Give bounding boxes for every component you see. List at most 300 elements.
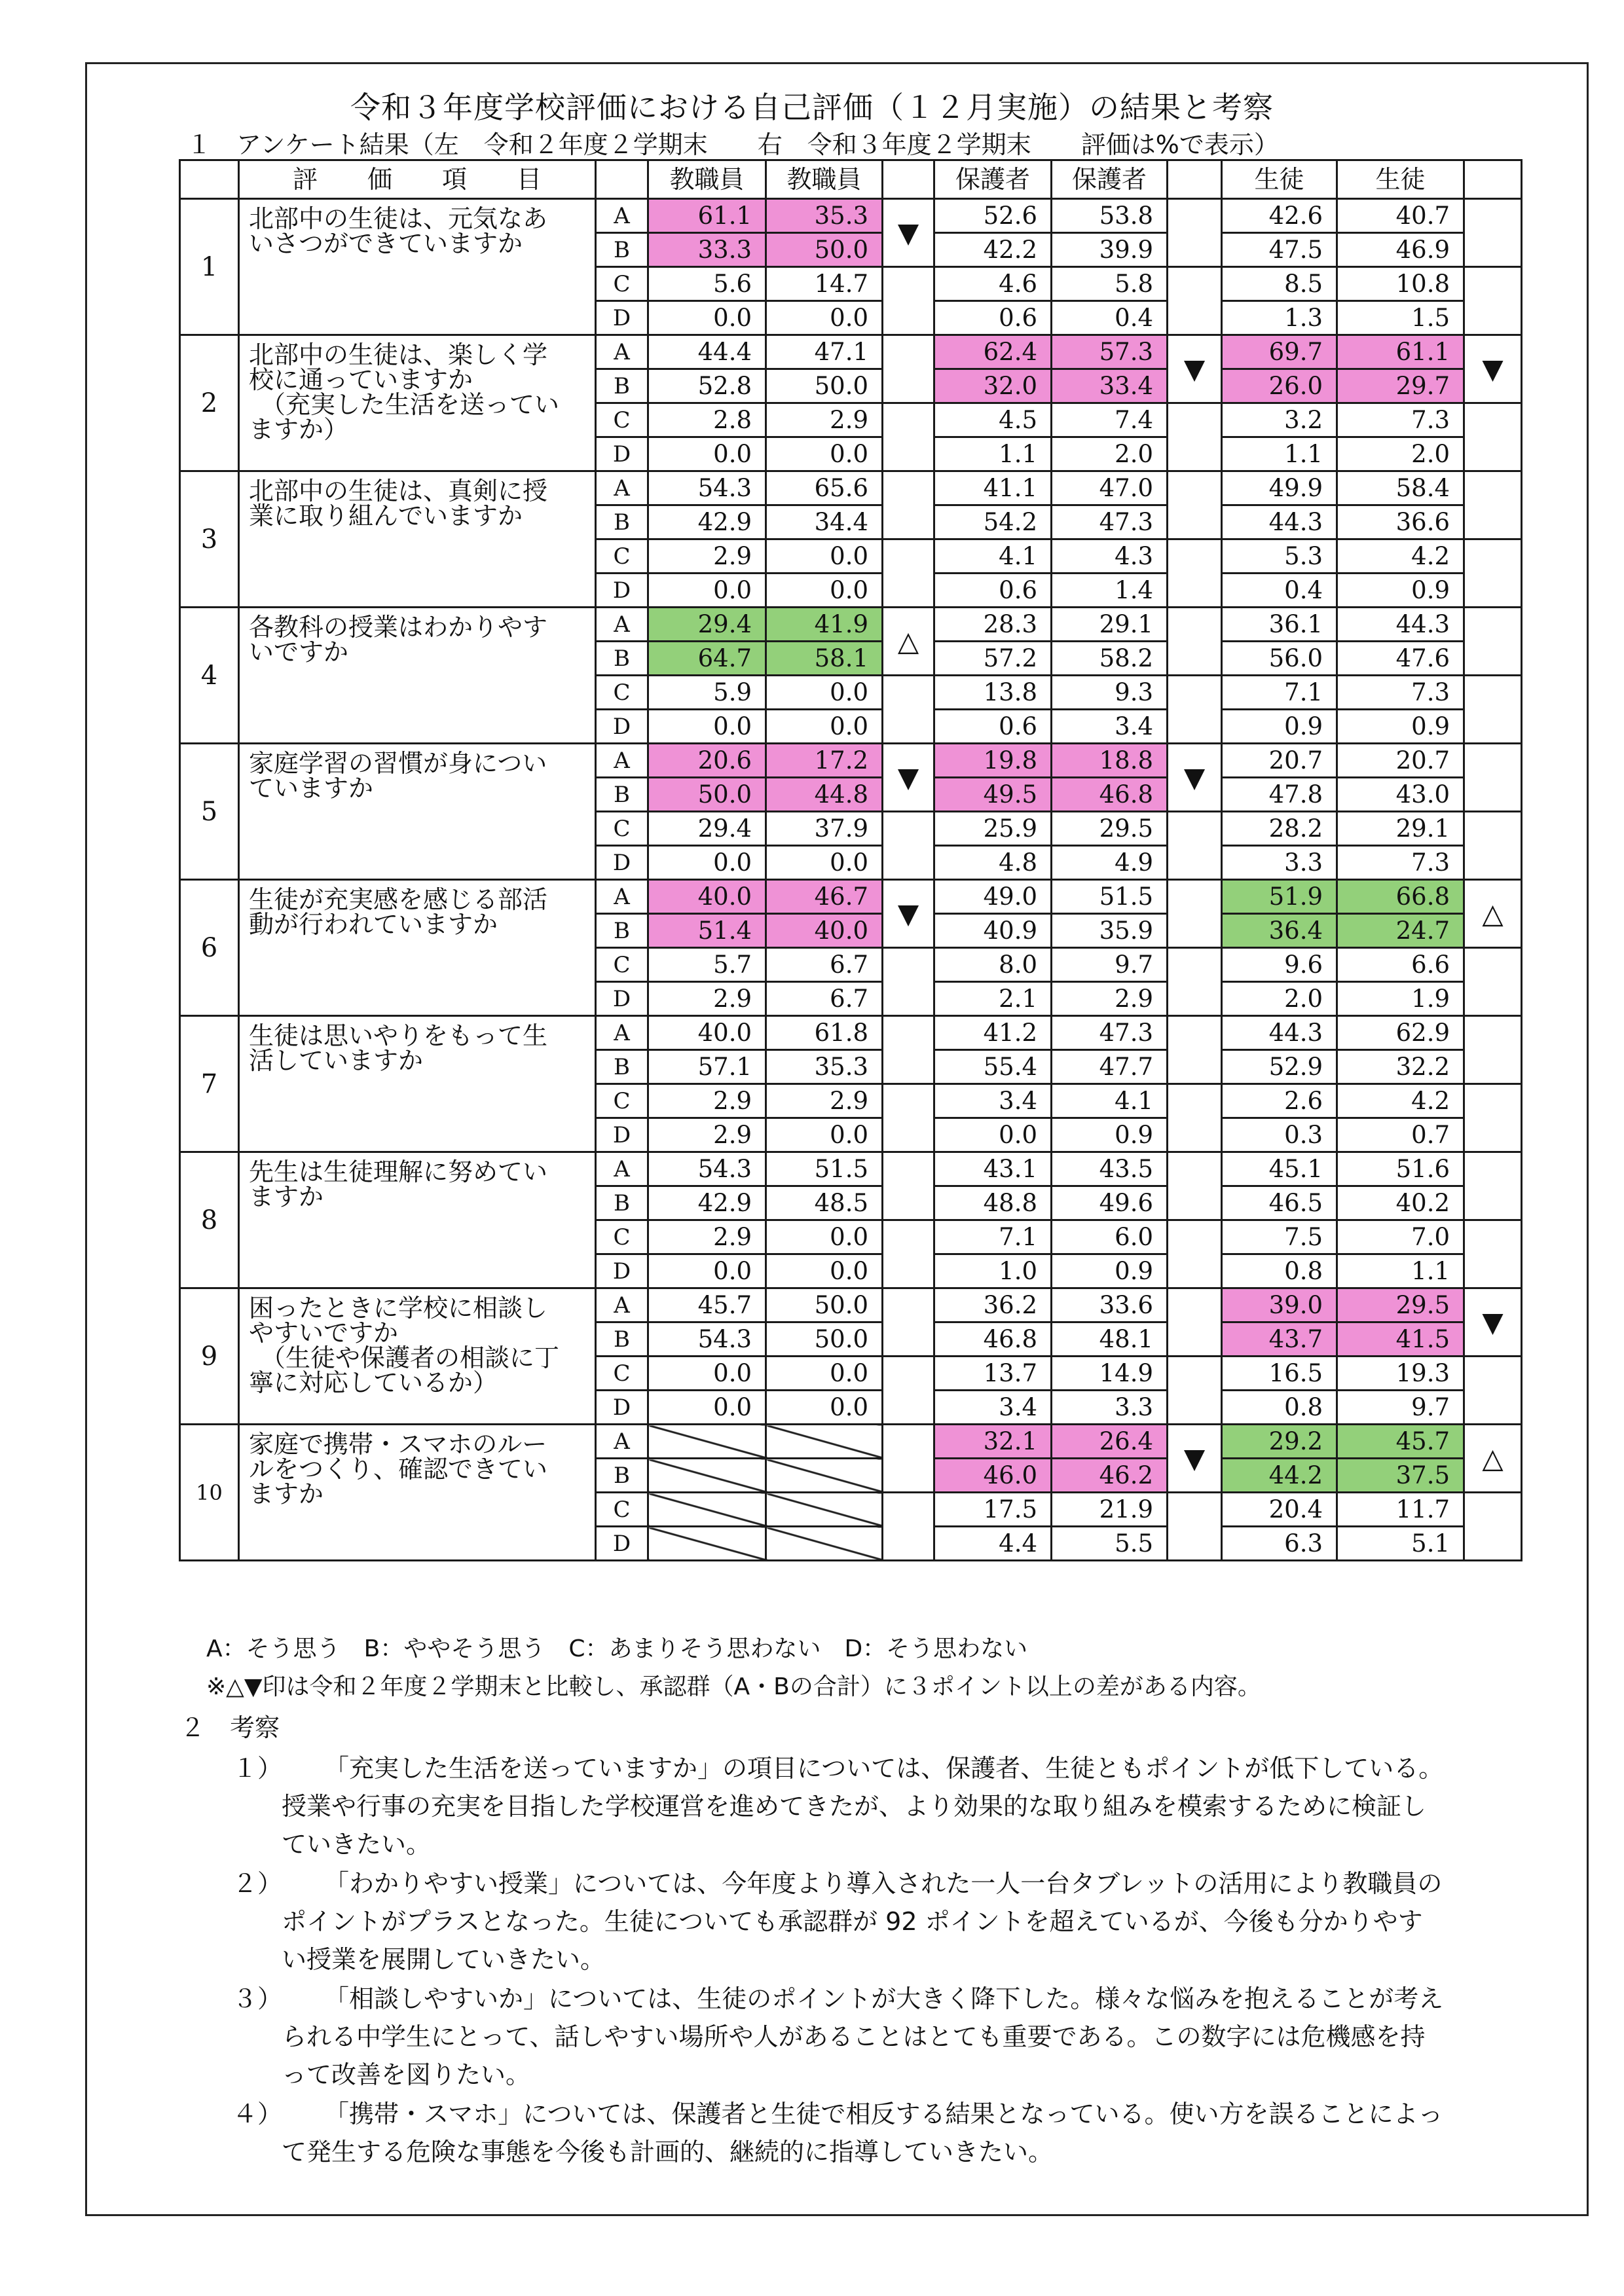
option-label: D — [596, 1391, 648, 1425]
students-prev-value: 9.6 — [1222, 948, 1337, 982]
question-line: 寧に対応しているか） — [249, 1368, 498, 1397]
parents-curr-value: 47.3 — [1052, 1016, 1168, 1050]
students-curr-value: 41.5 — [1337, 1322, 1464, 1357]
table-row — [180, 1152, 1522, 1186]
students-curr-value: 29.7 — [1337, 369, 1464, 403]
students-mark-blank — [1464, 812, 1522, 880]
parents-mark-blank — [1168, 812, 1222, 880]
staff-mark-blank — [883, 1084, 934, 1152]
staff-curr-value: 6.7 — [766, 948, 883, 982]
discussion-paragraph — [232, 1980, 1522, 2094]
discussion-paragraph — [232, 1749, 1522, 1863]
parents-prev-value: 4.1 — [934, 539, 1052, 574]
students-curr-value: 61.1 — [1337, 335, 1464, 369]
students-prev-value: 47.5 — [1222, 233, 1337, 267]
parents-curr-value: 46.8 — [1052, 778, 1168, 812]
students-prev-value: 1.1 — [1222, 437, 1337, 471]
table-row — [180, 1016, 1522, 1050]
staff-mark-cell — [883, 1152, 934, 1220]
students-prev-value: 45.1 — [1222, 1152, 1337, 1186]
item-number: 3 — [180, 471, 239, 608]
option-label: B — [596, 914, 648, 948]
parents-mark-blank — [1168, 403, 1222, 471]
staff-prev-value: 0.0 — [648, 1254, 766, 1288]
item-number: 5 — [180, 744, 239, 880]
paragraph-number: ３） — [232, 1984, 283, 2013]
option-label: D — [596, 846, 648, 880]
question-line: ますか — [249, 1182, 324, 1211]
parents-curr-value: 57.3 — [1052, 335, 1168, 369]
option-label: C — [596, 539, 648, 574]
option-label: B — [596, 505, 648, 539]
students-prev-value: 42.6 — [1222, 199, 1337, 233]
staff-mark-cell — [883, 471, 934, 539]
question-line: 困ったときに学校に相談し — [249, 1294, 548, 1322]
students-prev-value: 2.0 — [1222, 982, 1337, 1016]
header-students-prev: 生徒 — [1222, 160, 1337, 199]
students-prev-value: 0.3 — [1222, 1118, 1337, 1152]
staff-mark-cell — [883, 1288, 934, 1357]
parents-prev-value: 36.2 — [934, 1288, 1052, 1322]
students-curr-value: 19.3 — [1337, 1357, 1464, 1391]
staff-curr-value: 41.9 — [766, 608, 883, 642]
page-title: 令和３年度学校評価における自己評価（１２月実施）の結果と考察 — [350, 90, 1274, 125]
item-question — [239, 471, 596, 608]
students-prev-value: 46.5 — [1222, 1186, 1337, 1220]
staff-curr-value: 51.5 — [766, 1152, 883, 1186]
table-row — [180, 199, 1522, 233]
question-line: 業に取り組んでいますか — [249, 501, 523, 530]
paragraph-line: ていきたい。 — [282, 1830, 432, 1859]
item-number: 4 — [180, 608, 239, 744]
staff-curr-value: 0.0 — [766, 301, 883, 335]
parents-prev-value: 13.7 — [934, 1357, 1052, 1391]
staff-curr-value: 17.2 — [766, 744, 883, 778]
students-mark-cell — [1464, 1016, 1522, 1084]
students-curr-value: 32.2 — [1337, 1050, 1464, 1084]
students-mark-cell — [1464, 199, 1522, 267]
question-line: いですか — [249, 638, 349, 666]
students-curr-value: 44.3 — [1337, 608, 1464, 642]
parents-mark-cell — [1168, 1288, 1222, 1357]
parents-prev-value: 32.1 — [934, 1425, 1052, 1459]
staff-mark-cell — [883, 335, 934, 403]
staff-prev-value: 54.3 — [648, 1152, 766, 1186]
staff-na-cell — [648, 1493, 766, 1527]
question-line: やすいですか — [249, 1319, 399, 1347]
students-prev-value: 6.3 — [1222, 1527, 1337, 1561]
students-prev-value: 36.4 — [1222, 914, 1337, 948]
students-curr-value: 7.3 — [1337, 676, 1464, 710]
option-label: A — [596, 1016, 648, 1050]
parents-prev-value: 32.0 — [934, 369, 1052, 403]
students-curr-value: 47.6 — [1337, 642, 1464, 676]
staff-curr-value: 65.6 — [766, 471, 883, 505]
footnote: ※△▼印は令和２年度２学期末と比較し、承認群（A・Bの合計）に３ポイント以上の差がある内容。 — [206, 1673, 1261, 1700]
parents-mark-cell — [1168, 471, 1222, 539]
staff-mark-blank — [883, 812, 934, 880]
parents-prev-value: 0.6 — [934, 574, 1052, 608]
staff-curr-value: 0.0 — [766, 846, 883, 880]
header-item: 評 価 項 目 — [239, 160, 596, 199]
header-parents-curr: 保護者 — [1052, 160, 1168, 199]
question-line: 生徒が充実感を感じる部活 — [249, 885, 548, 914]
decline-triangle-icon: ▼ — [883, 199, 934, 267]
students-prev-value: 36.1 — [1222, 608, 1337, 642]
students-curr-value: 62.9 — [1337, 1016, 1464, 1050]
option-label: D — [596, 574, 648, 608]
students-curr-value: 1.5 — [1337, 301, 1464, 335]
option-label: D — [596, 437, 648, 471]
header-blank — [883, 160, 934, 199]
item-question — [239, 1425, 596, 1561]
item-number: 6 — [180, 880, 239, 1016]
option-label: C — [596, 1357, 648, 1391]
students-curr-value: 0.9 — [1337, 574, 1464, 608]
staff-curr-value: 46.7 — [766, 880, 883, 914]
staff-prev-value: 2.8 — [648, 403, 766, 437]
parents-prev-value: 40.9 — [934, 914, 1052, 948]
question-line: 北部中の生徒は、真剣に授 — [249, 477, 548, 505]
decline-triangle-icon: ▼ — [1168, 744, 1222, 812]
students-curr-value: 40.2 — [1337, 1186, 1464, 1220]
students-curr-value: 45.7 — [1337, 1425, 1464, 1459]
students-prev-value: 51.9 — [1222, 880, 1337, 914]
students-mark-blank — [1464, 1220, 1522, 1288]
parents-curr-value: 9.3 — [1052, 676, 1168, 710]
students-curr-value: 1.1 — [1337, 1254, 1464, 1288]
paragraph-line: 「わかりやすい授業」については、今年度より導入された一人一台タブレットの活用により教職員の — [324, 1869, 1443, 1898]
option-label: D — [596, 301, 648, 335]
students-mark-blank — [1464, 1493, 1522, 1561]
parents-prev-value: 41.2 — [934, 1016, 1052, 1050]
paragraph-number: ２） — [232, 1869, 283, 1898]
staff-prev-value: 2.9 — [648, 982, 766, 1016]
staff-prev-value: 20.6 — [648, 744, 766, 778]
students-mark-blank — [1464, 948, 1522, 1016]
question-line: ていますか — [249, 774, 374, 803]
parents-prev-value: 1.1 — [934, 437, 1052, 471]
parents-curr-value: 43.5 — [1052, 1152, 1168, 1186]
students-mark-cell — [1464, 471, 1522, 539]
students-curr-value: 46.9 — [1337, 233, 1464, 267]
staff-curr-value: 0.0 — [766, 1391, 883, 1425]
students-mark-blank — [1464, 676, 1522, 744]
option-label: C — [596, 1084, 648, 1118]
header-blank — [596, 160, 648, 199]
table-row — [180, 335, 1522, 369]
parents-curr-value: 14.9 — [1052, 1357, 1168, 1391]
option-label: C — [596, 948, 648, 982]
staff-na-cell — [648, 1425, 766, 1459]
header-blank — [180, 160, 239, 199]
parents-prev-value: 3.4 — [934, 1391, 1052, 1425]
staff-curr-value: 50.0 — [766, 233, 883, 267]
option-label: B — [596, 1186, 648, 1220]
parents-mark-blank — [1168, 676, 1222, 744]
item-question — [239, 1152, 596, 1288]
option-label: B — [596, 369, 648, 403]
students-prev-value: 0.9 — [1222, 710, 1337, 744]
table-header-row — [180, 160, 1522, 199]
option-label: A — [596, 1288, 648, 1322]
option-label: A — [596, 471, 648, 505]
parents-prev-value: 4.8 — [934, 846, 1052, 880]
parents-prev-value: 0.6 — [934, 301, 1052, 335]
staff-curr-value: 0.0 — [766, 574, 883, 608]
option-label: C — [596, 676, 648, 710]
parents-curr-value: 47.0 — [1052, 471, 1168, 505]
students-prev-value: 0.8 — [1222, 1254, 1337, 1288]
parents-curr-value: 9.7 — [1052, 948, 1168, 982]
decline-triangle-icon: ▼ — [1464, 335, 1522, 403]
decline-triangle-icon: ▼ — [883, 744, 934, 812]
item-question — [239, 880, 596, 1016]
staff-mark-blank — [883, 1357, 934, 1425]
parents-mark-blank — [1168, 1084, 1222, 1152]
parents-curr-value: 0.4 — [1052, 301, 1168, 335]
staff-prev-value: 29.4 — [648, 812, 766, 846]
students-prev-value: 3.2 — [1222, 403, 1337, 437]
parents-curr-value: 5.8 — [1052, 267, 1168, 301]
paragraph-line: い授業を展開していきたい。 — [282, 1945, 606, 1974]
parents-prev-value: 0.0 — [934, 1118, 1052, 1152]
section2-heading: ２ 考察 — [180, 1713, 280, 1742]
option-label: D — [596, 1254, 648, 1288]
staff-mark-blank — [883, 948, 934, 1016]
option-label: B — [596, 1459, 648, 1493]
question-line: 北部中の生徒は、楽しく学 — [249, 340, 548, 369]
option-label: C — [596, 267, 648, 301]
parents-curr-value: 3.3 — [1052, 1391, 1168, 1425]
option-label: A — [596, 880, 648, 914]
question-line: 動が行われていますか — [249, 910, 498, 939]
parents-curr-value: 5.5 — [1052, 1527, 1168, 1561]
parents-curr-value: 33.4 — [1052, 369, 1168, 403]
parents-mark-blank — [1168, 1357, 1222, 1425]
parents-prev-value: 62.4 — [934, 335, 1052, 369]
parents-prev-value: 41.1 — [934, 471, 1052, 505]
table-row — [180, 744, 1522, 778]
students-curr-value: 24.7 — [1337, 914, 1464, 948]
parents-mark-blank — [1168, 1220, 1222, 1288]
staff-prev-value: 2.9 — [648, 1084, 766, 1118]
staff-mark-blank — [883, 1493, 934, 1561]
parents-prev-value: 4.6 — [934, 267, 1052, 301]
parents-curr-value: 18.8 — [1052, 744, 1168, 778]
parents-curr-value: 6.0 — [1052, 1220, 1168, 1254]
question-line: 家庭学習の習慣が身につい — [249, 749, 547, 778]
parents-prev-value: 4.4 — [934, 1527, 1052, 1561]
parents-prev-value: 13.8 — [934, 676, 1052, 710]
students-prev-value: 44.3 — [1222, 1016, 1337, 1050]
parents-prev-value: 46.0 — [934, 1459, 1052, 1493]
students-prev-value: 29.2 — [1222, 1425, 1337, 1459]
students-curr-value: 40.7 — [1337, 199, 1464, 233]
staff-prev-value: 5.9 — [648, 676, 766, 710]
staff-na-cell — [648, 1527, 766, 1561]
staff-mark-cell — [883, 1016, 934, 1084]
students-curr-value: 9.7 — [1337, 1391, 1464, 1425]
students-prev-value: 5.3 — [1222, 539, 1337, 574]
paragraph-line: 授業や行事の充実を目指した学校運営を進めてきたが、より効果的な取り組みを模索するために検証し — [282, 1792, 1427, 1821]
students-prev-value: 28.2 — [1222, 812, 1337, 846]
parents-prev-value: 48.8 — [934, 1186, 1052, 1220]
table-row — [180, 608, 1522, 642]
parents-mark-cell — [1168, 880, 1222, 948]
staff-prev-value: 54.3 — [648, 471, 766, 505]
parents-prev-value: 46.8 — [934, 1322, 1052, 1357]
parents-curr-value: 35.9 — [1052, 914, 1168, 948]
table-row — [180, 1288, 1522, 1322]
students-mark-blank — [1464, 1357, 1522, 1425]
staff-na-cell — [648, 1459, 766, 1493]
students-curr-value: 5.1 — [1337, 1527, 1464, 1561]
staff-curr-value: 50.0 — [766, 369, 883, 403]
students-prev-value: 2.6 — [1222, 1084, 1337, 1118]
parents-mark-blank — [1168, 948, 1222, 1016]
option-label: C — [596, 403, 648, 437]
header-blank — [1168, 160, 1222, 199]
parents-curr-value: 2.0 — [1052, 437, 1168, 471]
parents-prev-value: 0.6 — [934, 710, 1052, 744]
staff-mark-blank — [883, 539, 934, 608]
table-row — [180, 1425, 1522, 1459]
staff-curr-value: 44.8 — [766, 778, 883, 812]
students-prev-value: 43.7 — [1222, 1322, 1337, 1357]
staff-curr-value: 0.0 — [766, 1118, 883, 1152]
students-curr-value: 4.2 — [1337, 1084, 1464, 1118]
parents-curr-value: 47.7 — [1052, 1050, 1168, 1084]
parents-prev-value: 1.0 — [934, 1254, 1052, 1288]
parents-curr-value: 4.1 — [1052, 1084, 1168, 1118]
staff-prev-value: 54.3 — [648, 1322, 766, 1357]
staff-curr-value: 50.0 — [766, 1288, 883, 1322]
parents-prev-value: 52.6 — [934, 199, 1052, 233]
question-line: （充実した生活を送ってい — [261, 390, 560, 419]
staff-curr-value: 0.0 — [766, 710, 883, 744]
students-curr-value: 66.8 — [1337, 880, 1464, 914]
parents-curr-value: 0.9 — [1052, 1118, 1168, 1152]
parents-mark-cell — [1168, 1016, 1222, 1084]
paragraph-line: て発生する危険な事態を今後も計画的、継続的に指導していきたい。 — [282, 2138, 1054, 2166]
staff-curr-value: 2.9 — [766, 403, 883, 437]
students-prev-value: 69.7 — [1222, 335, 1337, 369]
staff-prev-value: 45.7 — [648, 1288, 766, 1322]
parents-curr-value: 4.3 — [1052, 539, 1168, 574]
question-line: 生徒は思いやりをもって生 — [249, 1021, 548, 1050]
students-curr-value: 43.0 — [1337, 778, 1464, 812]
paragraph-line: 「相談しやすいか」については、生徒のポイントが大きく降下した。様々な悩みを抱えることが考え — [324, 1984, 1444, 2013]
students-curr-value: 7.3 — [1337, 846, 1464, 880]
parents-curr-value: 4.9 — [1052, 846, 1168, 880]
students-curr-value: 51.6 — [1337, 1152, 1464, 1186]
question-line: 家庭で携帯・スマホのルー — [249, 1430, 547, 1459]
option-label: C — [596, 1493, 648, 1527]
students-curr-value: 37.5 — [1337, 1459, 1464, 1493]
survey-table — [179, 159, 1522, 1561]
question-line: 校に通っていますか — [249, 365, 473, 394]
students-mark-blank — [1464, 539, 1522, 608]
paragraph-number: １） — [232, 1754, 283, 1783]
option-label: A — [596, 199, 648, 233]
parents-curr-value: 53.8 — [1052, 199, 1168, 233]
staff-prev-value: 0.0 — [648, 574, 766, 608]
item-number: 2 — [180, 335, 239, 471]
staff-prev-value: 0.0 — [648, 846, 766, 880]
staff-prev-value: 0.0 — [648, 710, 766, 744]
section1-heading: １ アンケート結果（左 令和２年度２学期末 右 令和３年度２学期末 評価は%で表示） — [187, 130, 1279, 159]
parents-curr-value: 7.4 — [1052, 403, 1168, 437]
parents-curr-value: 29.5 — [1052, 812, 1168, 846]
item-number: 7 — [180, 1016, 239, 1152]
paragraph-number: ４） — [232, 2100, 283, 2128]
option-label: A — [596, 1152, 648, 1186]
option-label: D — [596, 1118, 648, 1152]
staff-curr-value: 34.4 — [766, 505, 883, 539]
question-line: いさつができていますか — [249, 229, 523, 258]
staff-curr-value: 0.0 — [766, 1254, 883, 1288]
students-mark-blank — [1464, 1084, 1522, 1152]
paragraph-line: 「充実した生活を送っていますか」の項目については、保護者、生徒ともポイントが低下している。 — [324, 1754, 1444, 1783]
paragraph-line: られる中学生にとって、話しやすい場所や人があることはとても重要である。この数字には危機感を持 — [282, 2022, 1426, 2051]
parents-curr-value: 2.9 — [1052, 982, 1168, 1016]
parents-prev-value: 54.2 — [934, 505, 1052, 539]
staff-prev-value: 42.9 — [648, 505, 766, 539]
students-curr-value: 0.9 — [1337, 710, 1464, 744]
header-staff-prev: 教職員 — [648, 160, 766, 199]
option-label: A — [596, 1425, 648, 1459]
header-blank — [1464, 160, 1522, 199]
students-prev-value: 1.3 — [1222, 301, 1337, 335]
staff-prev-value: 42.9 — [648, 1186, 766, 1220]
students-prev-value: 52.9 — [1222, 1050, 1337, 1084]
question-line: 北部中の生徒は、元気なあ — [249, 204, 548, 233]
students-curr-value: 4.2 — [1337, 539, 1464, 574]
students-curr-value: 7.0 — [1337, 1220, 1464, 1254]
question-line: ますか — [249, 1480, 324, 1508]
staff-mark-cell — [883, 1425, 934, 1493]
parents-mark-cell — [1168, 199, 1222, 267]
parents-curr-value: 26.4 — [1052, 1425, 1168, 1459]
staff-mark-blank — [883, 403, 934, 471]
staff-prev-value: 0.0 — [648, 1391, 766, 1425]
item-question — [239, 744, 596, 880]
parents-curr-value: 29.1 — [1052, 608, 1168, 642]
staff-curr-value: 2.9 — [766, 1084, 883, 1118]
students-curr-value: 7.3 — [1337, 403, 1464, 437]
students-curr-value: 10.8 — [1337, 267, 1464, 301]
item-question — [239, 199, 596, 335]
staff-curr-value: 37.9 — [766, 812, 883, 846]
staff-prev-value: 64.7 — [648, 642, 766, 676]
staff-prev-value: 0.0 — [648, 1357, 766, 1391]
header-parents-prev: 保護者 — [934, 160, 1052, 199]
paragraph-line: って改善を図りたい。 — [282, 2060, 531, 2089]
staff-prev-value: 0.0 — [648, 301, 766, 335]
option-label: D — [596, 1527, 648, 1561]
students-curr-value: 2.0 — [1337, 437, 1464, 471]
parents-curr-value: 1.4 — [1052, 574, 1168, 608]
parents-prev-value: 28.3 — [934, 608, 1052, 642]
students-prev-value: 56.0 — [1222, 642, 1337, 676]
header-students-curr: 生徒 — [1337, 160, 1464, 199]
staff-curr-value: 0.0 — [766, 1220, 883, 1254]
parents-prev-value: 57.2 — [934, 642, 1052, 676]
parents-curr-value: 48.1 — [1052, 1322, 1168, 1357]
parents-curr-value: 21.9 — [1052, 1493, 1168, 1527]
staff-prev-value: 2.9 — [648, 1220, 766, 1254]
